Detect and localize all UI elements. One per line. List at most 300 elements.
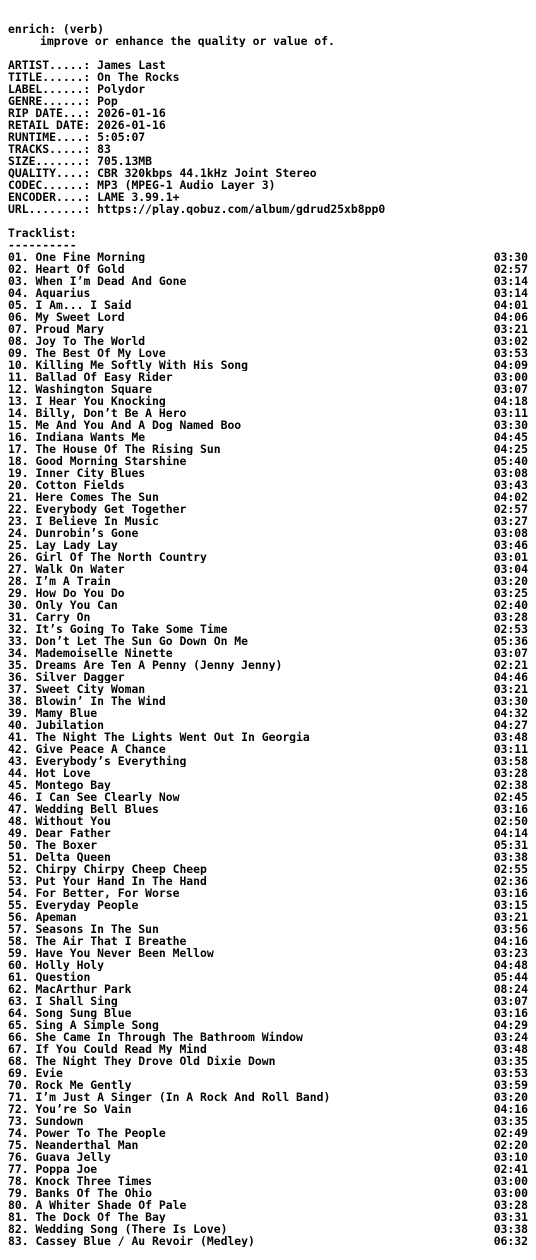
track-duration: 05:40 [493,454,528,468]
track-title [8,815,488,827]
track-title [8,1115,488,1127]
info-label: QUALITY....: [8,167,98,179]
track-duration: 02:41 [493,1162,528,1176]
track-title [8,371,488,383]
info-row [8,155,528,167]
track-number: 49. [8,827,29,839]
track-number: 13. [8,395,29,407]
track-name: Wedding Song (There Is Love) [35,1223,228,1235]
track-duration: 02:21 [493,658,528,672]
track-title [8,263,488,275]
track-row [8,347,528,359]
track-duration: 02:55 [493,862,528,876]
track-number: 06. [8,311,29,323]
track-name: Neanderthal Man [35,1139,139,1151]
track-row [8,683,528,695]
track-number: 18. [8,455,29,467]
track-duration: 03:48 [493,730,528,744]
track-name: Everyday People [35,899,139,911]
spacer [8,47,528,59]
track-number: 30. [8,599,29,611]
track-title [8,1127,488,1139]
track-row [8,1079,528,1091]
track-title [8,779,488,791]
track-duration: 04:14 [493,826,528,840]
track-row [8,791,528,803]
track-number: 83. [8,1235,29,1247]
track-name: Put Your Hand In The Hand [35,875,207,887]
track-row [8,395,528,407]
track-row [8,1223,528,1235]
track-name: I’m Just A Singer (In A Rock And Roll Band) [35,1091,331,1103]
track-title [8,455,488,467]
info-row [8,83,528,95]
track-duration: 02:53 [493,622,528,636]
info-value: https://play.qobuz.com/album/gdrud25xb8pp0 [97,203,386,215]
track-number: 45. [8,779,29,791]
track-row [8,803,528,815]
track-name: A Whiter Shade Of Pale [35,1199,187,1211]
track-name: Wedding Bell Blues [35,803,159,815]
track-title [8,311,488,323]
track-name: Walk On Water [35,563,125,575]
track-number: 05. [8,299,29,311]
track-row [8,863,528,875]
info-row [8,59,528,71]
track-name: The Night The Lights Went Out In Georgia [35,731,310,743]
info-row [8,203,528,215]
track-row [8,515,528,527]
track-duration: 03:59 [493,1078,528,1092]
track-name: The Air That I Breathe [35,935,187,947]
track-name: Silver Dagger [35,671,125,683]
track-number: 65. [8,1019,29,1031]
track-number: 14. [8,407,29,419]
track-title [8,947,488,959]
track-row [8,995,528,1007]
track-row [8,1199,528,1211]
track-row [8,1211,528,1223]
track-name: Give Peace A Chance [35,743,166,755]
track-title [8,839,488,851]
track-number: 09. [8,347,29,359]
track-duration: 04:02 [493,490,528,504]
track-row [8,827,528,839]
track-title [8,515,488,527]
track-row [8,407,528,419]
track-row [8,419,528,431]
track-number: 52. [8,863,29,875]
track-row [8,815,528,827]
track-row [8,851,528,863]
track-title [8,1223,488,1235]
track-duration: 04:06 [493,310,528,324]
info-row [8,167,528,179]
track-duration: 03:25 [493,586,528,600]
track-number: 16. [8,431,29,443]
track-name: Here Comes The Sun [35,491,159,503]
track-name: Joy To The World [35,335,146,347]
track-title [8,767,488,779]
track-number: 51. [8,851,29,863]
track-duration: 03:53 [493,346,528,360]
track-row [8,551,528,563]
track-duration: 03:16 [493,886,528,900]
track-row [8,431,528,443]
track-name: Montego Bay [35,779,111,791]
track-duration: 05:36 [493,634,528,648]
track-title [8,1091,488,1103]
track-title [8,743,488,755]
track-title [8,659,488,671]
track-number: 33. [8,635,29,647]
track-row [8,839,528,851]
track-row [8,587,528,599]
info-row [8,131,528,143]
track-title [8,491,488,503]
track-title [8,443,488,455]
info-row [8,179,528,191]
track-title [8,707,488,719]
track-row [8,1067,528,1079]
track-duration: 03:24 [493,1030,528,1044]
track-duration: 02:50 [493,814,528,828]
track-name: The Best Of My Love [35,347,166,359]
track-duration: 05:44 [493,970,528,984]
track-duration: 03:08 [493,526,528,540]
track-number: 82. [8,1223,29,1235]
track-number: 29. [8,587,29,599]
track-number: 72. [8,1103,29,1115]
track-number: 03. [8,275,29,287]
track-name: Blowin’ In The Wind [35,695,166,707]
track-number: 19. [8,467,29,479]
info-row [8,191,528,203]
track-row [8,1103,528,1115]
track-number: 79. [8,1187,29,1199]
track-title [8,1175,488,1187]
track-duration: 03:58 [493,754,528,768]
track-name: Sing A Simple Song [35,1019,159,1031]
track-name: Question [35,971,91,983]
track-duration: 03:48 [493,1042,528,1056]
info-value: James Last [97,59,166,71]
track-title [8,803,488,815]
track-row [8,707,528,719]
track-name: My Sweet Lord [35,311,125,323]
track-row [8,935,528,947]
track-duration: 03:28 [493,766,528,780]
track-title [8,599,488,611]
track-row [8,923,528,935]
track-name: The Boxer [35,839,98,851]
track-duration: 04:09 [493,358,528,372]
track-title [8,1211,488,1223]
track-number: 41. [8,731,29,743]
track-row [8,911,528,923]
release-info [8,59,528,215]
info-row [8,119,528,131]
track-title [8,995,488,1007]
track-duration: 03:30 [493,694,528,708]
track-row [8,311,528,323]
track-row [8,1127,528,1139]
track-row [8,1115,528,1127]
track-duration: 03:11 [493,406,528,420]
info-label: ENCODER....: [8,191,98,203]
track-duration: 02:45 [493,790,528,804]
track-number: 77. [8,1163,29,1175]
track-number: 73. [8,1115,29,1127]
info-row [8,71,528,83]
track-title [8,1055,488,1067]
track-name: Poppa Joe [35,1163,98,1175]
track-number: 66. [8,1031,29,1043]
track-name: Hot Love [35,767,91,779]
track-duration: 04:01 [493,298,528,312]
track-duration: 02:57 [493,502,528,516]
track-name: Dreams Are Ten A Penny (Jenny Jenny) [35,659,283,671]
track-duration: 05:31 [493,838,528,852]
track-number: 37. [8,683,29,695]
track-duration: 03:43 [493,478,528,492]
track-number: 62. [8,983,29,995]
track-name: Chirpy Chirpy Cheep Cheep [35,863,207,875]
track-number: 68. [8,1055,29,1067]
track-name: The House Of The Rising Sun [35,443,221,455]
track-duration: 03:01 [493,550,528,564]
track-number: 57. [8,923,29,935]
track-duration: 04:29 [493,1018,528,1032]
track-name: Lay Lady Lay [35,539,118,551]
track-number: 25. [8,539,29,551]
track-title [8,335,488,347]
track-name: Ballad Of Easy Rider [35,371,173,383]
track-row [8,539,528,551]
track-number: 07. [8,323,29,335]
track-title [8,563,488,575]
track-row [8,1007,528,1019]
track-row [8,479,528,491]
track-row [8,1055,528,1067]
info-label: GENRE......: [8,95,98,107]
track-name: Jubilation [35,719,105,731]
track-row [8,359,528,371]
track-number: 74. [8,1127,29,1139]
track-name: I Believe In Music [35,515,159,527]
track-duration: 03:00 [493,370,528,384]
track-duration: 03:04 [493,562,528,576]
track-duration: 03:28 [493,1198,528,1212]
track-name: Sweet City Woman [35,683,146,695]
track-name: Cassey Blue / Au Revoir (Medley) [35,1235,255,1247]
track-duration: 03:21 [493,322,528,336]
track-duration: 03:07 [493,382,528,396]
track-row [8,1175,528,1187]
track-duration: 03:30 [493,250,528,264]
track-row [8,455,528,467]
track-name: Everybody’s Everything [35,755,187,767]
track-number: 67. [8,1043,29,1055]
track-row [8,299,528,311]
info-value: Pop [97,95,118,107]
track-duration: 04:48 [493,958,528,972]
track-number: 24. [8,527,29,539]
track-duration: 02:38 [493,778,528,792]
track-row [8,899,528,911]
track-row [8,383,528,395]
info-value: 5:05:07 [97,131,146,143]
track-name: When I’m Dead And Gone [35,275,187,287]
track-title [8,971,488,983]
track-title [8,1043,488,1055]
track-title [8,683,488,695]
track-title [8,551,488,563]
track-number: 81. [8,1211,29,1223]
track-title [8,671,488,683]
track-row [8,1163,528,1175]
track-name: Girl Of The North Country [35,551,207,563]
track-name: MacArthur Park [35,983,132,995]
track-name: Heart Of Gold [35,263,125,275]
track-number: 39. [8,707,29,719]
info-value: 2026-01-16 [97,119,166,131]
track-row [8,491,528,503]
track-name: Only You Can [35,599,118,611]
track-title [8,983,488,995]
track-title [8,623,488,635]
track-title [8,851,488,863]
track-duration: 02:57 [493,262,528,276]
track-row [8,671,528,683]
track-duration: 03:08 [493,466,528,480]
track-row [8,1043,528,1055]
track-row [8,971,528,983]
track-duration: 03:35 [493,1054,528,1068]
track-name: Dear Father [35,827,111,839]
track-number: 21. [8,491,29,503]
track-name: Banks Of The Ohio [35,1187,153,1199]
track-name: Delta Queen [35,851,111,863]
track-name: If You Could Read My Mind [35,1043,207,1055]
track-title [8,1079,488,1091]
info-value: On The Rocks [97,71,180,83]
track-title [8,635,488,647]
track-duration: 03:38 [493,850,528,864]
track-title [8,587,488,599]
track-duration: 03:21 [493,910,528,924]
track-title [8,431,488,443]
track-duration: 04:16 [493,934,528,948]
info-label: RIP DATE...: [8,107,98,119]
info-value: CBR 320kbps 44.1kHz Joint Stereo [97,167,317,179]
track-name: Power To The People [35,1127,166,1139]
track-row [8,1019,528,1031]
track-duration: 03:07 [493,646,528,660]
track-name: Washington Square [35,383,153,395]
track-number: 54. [8,887,29,899]
track-number: 12. [8,383,29,395]
track-row [8,659,528,671]
track-name: Everybody Get Together [35,503,187,515]
tracklist [8,251,528,1247]
track-duration: 03:11 [493,742,528,756]
track-title [8,287,488,299]
track-duration: 03:21 [493,682,528,696]
track-name: Mamy Blue [35,707,98,719]
track-name: Song Sung Blue [35,1007,132,1019]
info-label: RETAIL DATE: [8,119,98,131]
track-row [8,743,528,755]
track-title [8,275,488,287]
track-row [8,731,528,743]
track-name: For Better, For Worse [35,887,180,899]
track-name: The Dock Of The Bay [35,1211,166,1223]
track-duration: 02:49 [493,1126,528,1140]
track-number: 50. [8,839,29,851]
track-title [8,1235,488,1247]
track-title [8,1187,488,1199]
track-title [8,863,488,875]
track-number: 04. [8,287,29,299]
info-row [8,107,528,119]
track-number: 59. [8,947,29,959]
track-name: Apeman [35,911,77,923]
track-name: Cotton Fields [35,479,125,491]
track-number: 69. [8,1067,29,1079]
track-title [8,359,488,371]
track-duration: 03:30 [493,418,528,432]
track-number: 36. [8,671,29,683]
track-title [8,755,488,767]
track-name: Sundown [35,1115,84,1127]
track-title [8,719,488,731]
track-duration: 03:38 [493,1222,528,1236]
track-row [8,719,528,731]
track-title [8,251,488,263]
info-label: URL........: [8,203,98,215]
track-number: 32. [8,623,29,635]
track-title [8,383,488,395]
track-duration: 02:36 [493,874,528,888]
spacer [8,215,528,227]
track-number: 28. [8,575,29,587]
track-row [8,527,528,539]
track-name: Aquarius [35,287,91,299]
info-label: ARTIST.....: [8,59,98,71]
track-name: I Hear You Knocking [35,395,166,407]
track-row [8,611,528,623]
track-duration: 03:14 [493,286,528,300]
track-name: Don’t Let The Sun Go Down On Me [35,635,249,647]
track-row [8,875,528,887]
info-label: TITLE......: [8,71,98,83]
track-row [8,503,528,515]
track-duration: 03:16 [493,1006,528,1020]
track-number: 31. [8,611,29,623]
track-row [8,635,528,647]
track-duration: 03:16 [493,802,528,816]
track-duration: 04:27 [493,718,528,732]
track-number: 60. [8,959,29,971]
track-name: Dunrobin’s Gone [35,527,139,539]
track-row [8,575,528,587]
track-duration: 04:45 [493,430,528,444]
track-duration: 03:56 [493,922,528,936]
track-duration: 03:31 [493,1210,528,1224]
track-number: 78. [8,1175,29,1187]
track-duration: 04:16 [493,1102,528,1116]
